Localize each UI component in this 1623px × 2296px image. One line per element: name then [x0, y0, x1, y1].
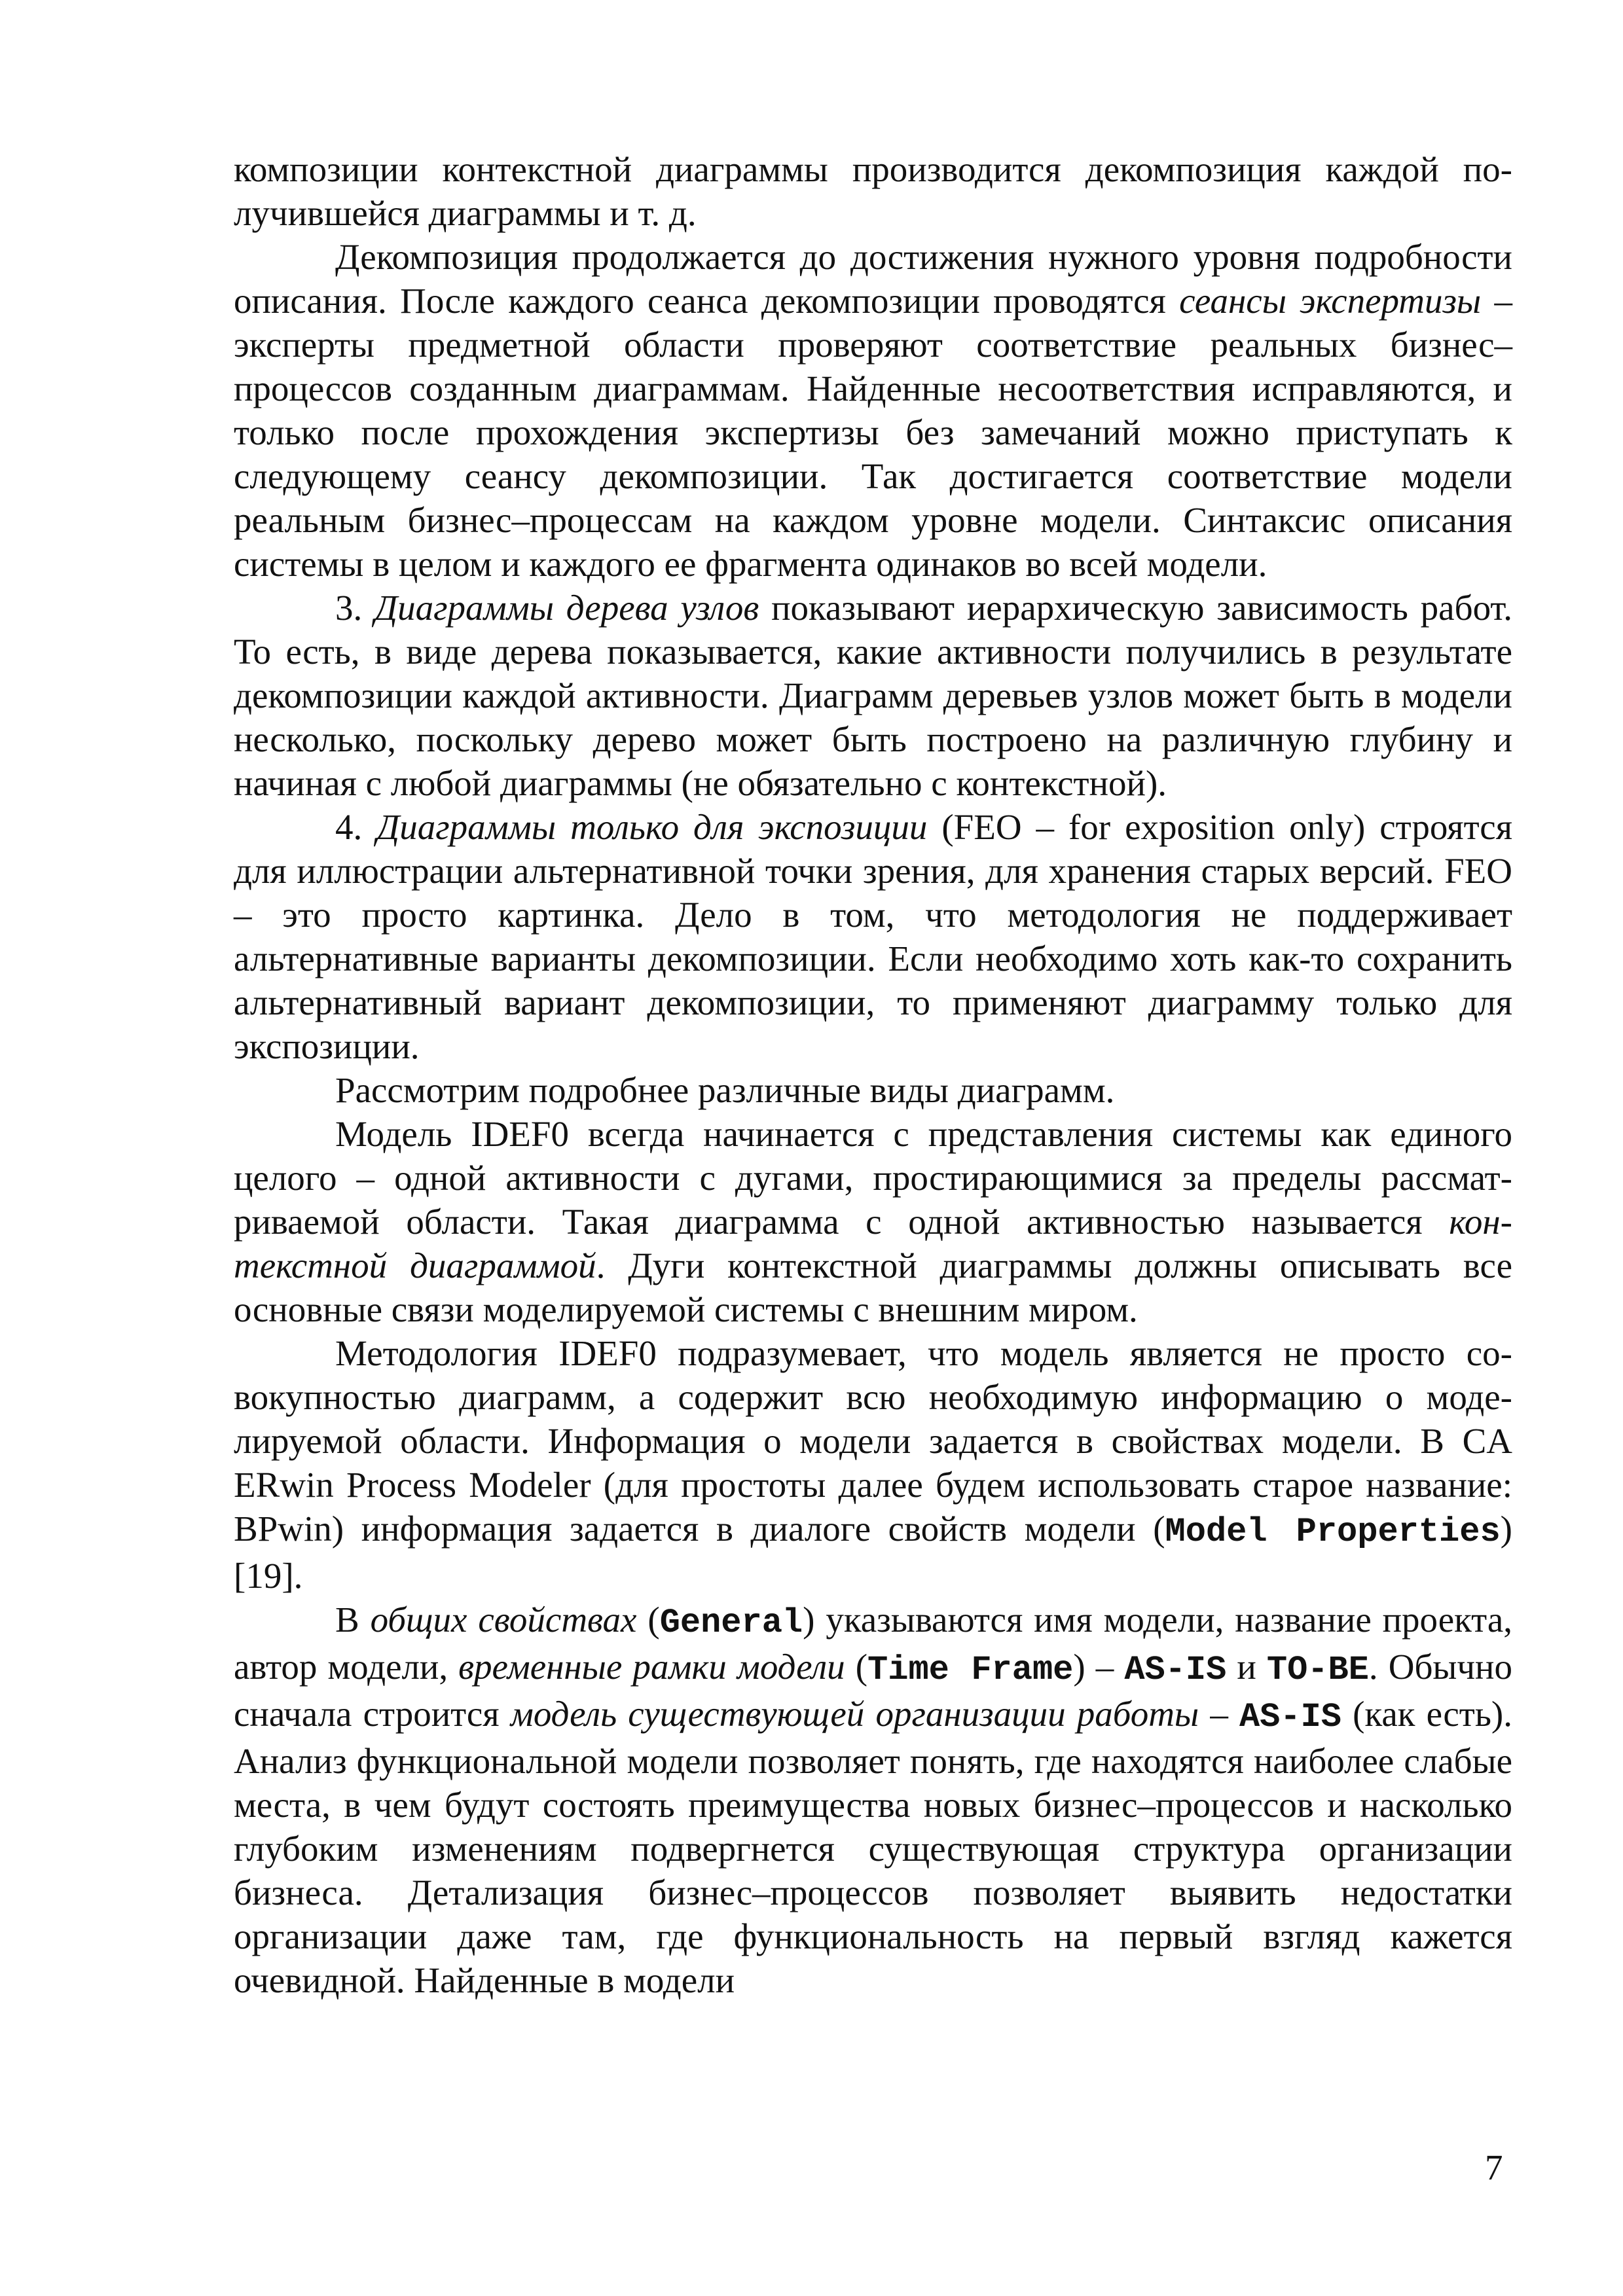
text-run: 4.	[335, 807, 377, 847]
text-run: ) [19].	[234, 1509, 1512, 1596]
text-run: Декомпозиция продолжается до достижения нужного уровня подробности описания. После каждого сеанса декомпозиции проводятся	[234, 237, 1512, 321]
italic-term: временные рамки модели	[458, 1647, 845, 1687]
ui-term: Model Properties	[1165, 1513, 1501, 1551]
paragraph	[234, 805, 1512, 1068]
page-number: 7	[1485, 2147, 1503, 2187]
ui-term: AS-IS	[1239, 1698, 1341, 1736]
italic-term: модель существующей организации работы	[510, 1694, 1199, 1734]
text-run: (FEO – for exposition only) строятся для иллюстрации альтернативной точки зрения, для хранения старых версий. FEO – это просто картинка. Дело в том, что методология не поддерживает альтернативные варианты декомпозиции. Если необходимо хоть как-то сохранить альтернативный вариант декомпозиции, то применяют диаграмму только для экспозиции.	[234, 807, 1513, 1066]
page-body-text	[234, 147, 1512, 2002]
text-run: . Дуги контекстной диаграммы должны описывать все основные связи моделируемой системы с внешним миром.	[234, 1246, 1512, 1329]
text-run: и	[1226, 1647, 1267, 1687]
ui-term: Time Frame	[867, 1651, 1074, 1689]
italic-term: Диаграммы дерева узлов	[374, 588, 759, 628]
text-run: –	[1199, 1694, 1239, 1734]
text-run: (	[845, 1647, 868, 1687]
ui-term: AS-IS	[1124, 1651, 1227, 1689]
italic-term: контекстной диаграммой	[234, 1202, 1512, 1285]
ui-term: General	[659, 1604, 803, 1642]
paragraph	[234, 1598, 1512, 2002]
text-run: (как есть). Анализ функциональной модели позволяет понять, где находятся наиболее слабые места, в чем будут состоять преимущества новых бизнес–процессов и насколько глубоким изменениям подвергнется существующая структура организации бизнеса. Детализация бизнес–процессов позволяет выявить недостатки организации даже там, где функциональность на первый взгляд кажется очевидной. Найденные в модели	[234, 1694, 1512, 2000]
text-run: композиции контекстной диаграммы производится декомпозиция каждой получившейся диаграммы и т. д.	[234, 149, 1512, 233]
text-run: показывают иерархическую зависимость работ. То есть, в виде дерева показывается, какие активности получились в результате декомпозиции каждой активности. Диаграмм деревьев узлов может быть в модели несколько, поскольку дерево может быть построено на различную глубину и начиная с любой диаграммы (не обязательно с контекстной).	[234, 588, 1512, 803]
text-run: 3.	[335, 588, 375, 628]
italic-term: общих свойствах	[370, 1600, 637, 1640]
paragraph	[234, 586, 1512, 805]
ui-term: TO-BE	[1266, 1651, 1369, 1689]
text-run: В	[335, 1600, 371, 1640]
paragraph	[234, 1112, 1512, 1331]
paragraph	[234, 1331, 1512, 1598]
text-run: – эксперты предметной области проверяют соответствие реальных бизнес–процессов созданным диаграммам. Найденные несоответствия исправляются, и только после прохождения экспертизы без замечаний можно приступать к следующему сеансу декомпозиции. Так достигается соответствие модели реальным бизнес–процессам на каждом уровне модели. Синтаксис описания системы в целом и каждого ее фрагмента одинаков во всей модели.	[234, 281, 1513, 584]
paragraph	[234, 1068, 1512, 1112]
text-run: Методология IDEF0 подразумевает, что модель является не просто совокупностью диаграмм, а содержит всю необходимую информацию о моделируемой области. Информация о модели задается в свойствах модели. В CA ERwin Process Modeler (для простоты далее будем использовать старое название: BPwin) информация задается в диалоге свойств модели (	[234, 1333, 1512, 1549]
italic-term: сеансы экспертизы	[1179, 281, 1482, 321]
text-run: . Обычно сначала строится	[234, 1647, 1512, 1734]
text-run: ) –	[1073, 1647, 1125, 1687]
text-run: (	[636, 1600, 660, 1640]
paragraph	[234, 235, 1512, 586]
italic-term: Диаграммы только для экспозиции	[376, 807, 928, 847]
text-run: Модель IDEF0 всегда начинается с представления системы как единого целого – одной активности с дугами, простирающимися за пределы рассматриваемой области. Такая диаграмма с одной активностью называется	[234, 1114, 1512, 1242]
paragraph	[234, 147, 1512, 235]
text-run: ) указываются имя модели, название проекта, автор модели,	[234, 1600, 1513, 1687]
text-run: Рассмотрим подробнее различные виды диаграмм.	[335, 1070, 1115, 1110]
